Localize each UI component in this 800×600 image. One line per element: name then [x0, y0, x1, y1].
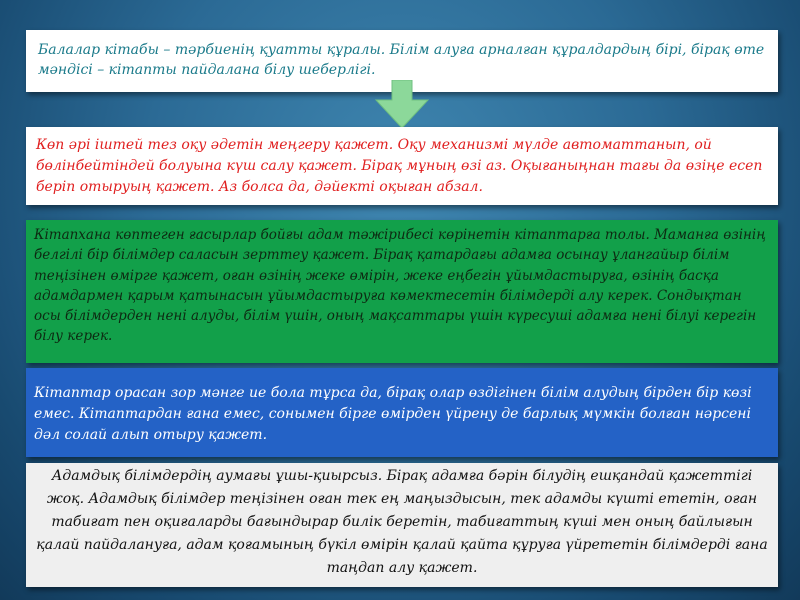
knowledge-text: Адамдық білімдердің аумағы ұшы-қиырсыз. Бірақ адамға бәрін білудің ешқандай қажеттігі жоқ. Адамдық білімдер теңізінен оған тек ең маңыздысын, тек адамды күшті ететін, оған табиғат пен оқиғаларды бағындырар билік беретін, табиғаттың күші мен оның байлығын қалай пайдалануға, адам қоғамының бүкіл өмірін қалай қайта құруға үйрететін білімдерді ғана таңдап алу қажет. [36, 468, 768, 576]
down-arrow-icon [372, 80, 432, 130]
reading-habit-text-box [26, 127, 778, 205]
library-text-box [26, 220, 778, 363]
library-text: Кітапхана көптеген ғасырлар бойғы адам тәжірибесі көрінетін кітаптарға толы. Маманға өзінің белгілі бір білімдер саласын зерттеу қажет. Бірақ қатардағы адамға осынау ұлангайыр білім теңізінен өмірге қажет, оған өзінің жеке өмірін, жеке еңбегін ұйымдастыруға, өзінің басқа адамдармен қарым қатынасын ұйымдастыруға көмектесетін білімдерді алу керек. Сондықтан осы білімдерден нені алуды, білім үшін, оның мақсаттары үшін күресуші адамға нені білуі керегін білу керек. [34, 227, 766, 345]
books-text-box [26, 368, 778, 457]
intro-text: Балалар кітабы – тәрбиенің қуатты құралы. Білім алуға арналған құралдардың бірі, бірақ өте мәндісі – кітапты пайдалана білу шеберлігі. [38, 42, 765, 78]
reading-habit-text: Көп әрі іштей тез оқу әдетін меңгеру қажет. Оқу механизмі мүлде автоматтанып, ой бөлінбейтіндей болуына күш салу қажет. Бірақ мұның өзі аз. Оқығаныңнан тағы да өзіңе есеп беріп отыруың қажет. Аз болса да, дәйекті оқыған абзал. [36, 137, 763, 195]
knowledge-text-box [26, 463, 778, 587]
books-text: Кітаптар орасан зор мәнге ие бола тұрса да, бірақ олар өздігінен білім алудың бірден бір көзі емес. Кітаптардан ғана емес, сонымен бірге өмірден үйрену де барлық мүмкін болған нәрсені дәл солай алып отыру қажет. [34, 385, 752, 443]
